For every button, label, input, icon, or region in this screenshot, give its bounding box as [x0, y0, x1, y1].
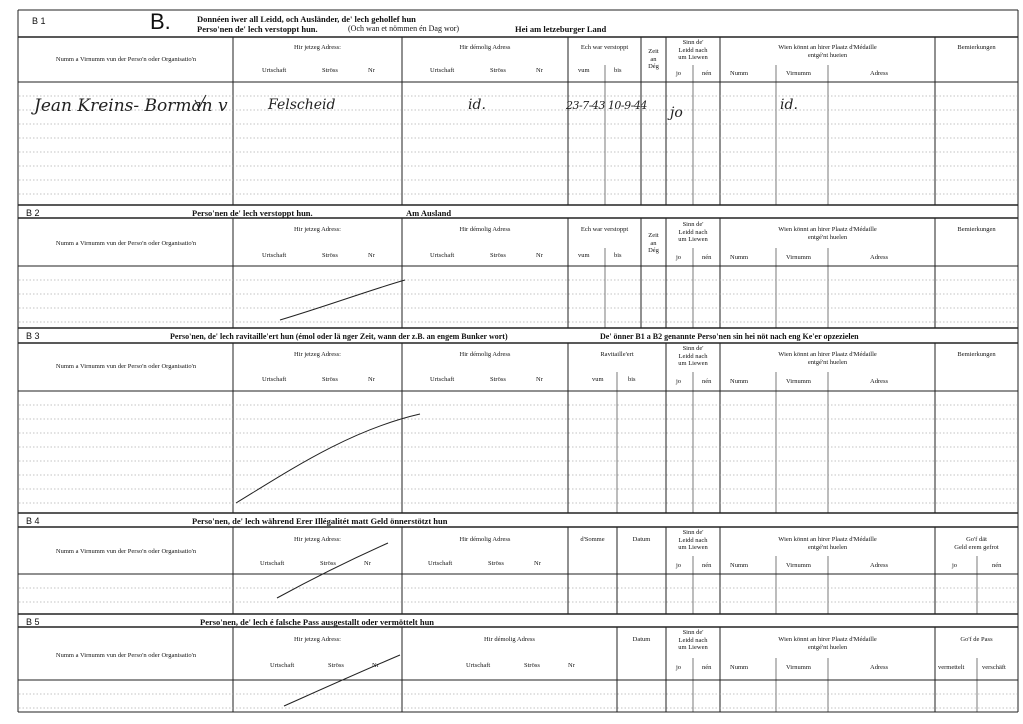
col-nr: Nr — [364, 560, 371, 567]
b1-title-country: Hei am letzeburger Land — [515, 24, 607, 34]
col-yes: jo — [676, 378, 682, 385]
col-street: Ströss — [328, 662, 344, 669]
col-former-address: Hir démolig Adress — [459, 226, 511, 233]
col-hidden: Ech war verstoppt — [580, 44, 629, 51]
col-yes: jo — [676, 664, 682, 671]
col-name: Numm a Virnumm vun der Perso'n oder Organisatio'n — [55, 56, 197, 63]
col-no: nén — [702, 254, 712, 261]
b1-title-line2: Perso'nen de' lech verstoppt hun. — [197, 24, 318, 34]
col-medal: Wien könnt an hirer Plaatz d'Médaille entgé'nt huelen — [778, 351, 877, 366]
col-current-address: Hir jetzeg Adress: — [294, 44, 341, 51]
col-medal: Wien könnt an hirer Plaatz d'Médaille entgé'nt huelen — [778, 636, 877, 651]
col-medal-address: Adress — [870, 378, 889, 385]
col-current-address: Hir jetzeg Adress: — [294, 536, 341, 543]
col-date: Datum — [632, 536, 651, 543]
col-name: Numm a Virnumm vun der Perso'n oder Organisatio'n — [55, 363, 197, 370]
col-medal: Wien könnt an hirer Plaatz d'Médaille entgé'nt huelen — [778, 536, 877, 551]
col-yes: jo — [676, 562, 682, 569]
col-to: bis — [614, 67, 622, 74]
col-nr: Nr — [368, 67, 375, 74]
col-street: Ströss — [322, 252, 338, 259]
col-medal: Wien könnt an hirer Plaatz d'Médaille entgé'nt huelen — [778, 226, 877, 241]
col-nr: Nr — [568, 662, 575, 669]
b3-title: Perso'nen, de' lech ravitaille'ert hun (émol oder lä nger Zeit, wann der z.B. an engem Bunker wort) — [170, 332, 508, 341]
col-name: Numm a Virnumm vun der Perso'n oder Organisatio'n — [55, 652, 197, 659]
col-current-address: Hir jetzeg Adress: — [294, 636, 341, 643]
col-yes: jo — [676, 70, 682, 77]
col-medal-name: Numm — [730, 562, 749, 569]
col-street: Ströss — [320, 560, 336, 567]
col-medal-name: Numm — [730, 378, 749, 385]
b1-title-note: (Och wan et nömmen én Dag wor) — [348, 24, 460, 33]
col-medal-name: Numm — [730, 70, 749, 77]
col-gift-money: Go'f dät Geld erem gefrot — [954, 536, 999, 551]
col-alive: Sinn de' Leidd nach um Liewen — [678, 345, 708, 367]
col-former-address: Hir démolig Adress — [459, 44, 511, 51]
section-b2-label: B 2 — [26, 208, 40, 218]
col-medal-first: Virnumm — [786, 378, 811, 385]
col-place: Urtschaft — [262, 67, 287, 74]
col-alive: Sinn de' Leidd nach um Liewen — [678, 529, 708, 551]
col-from: vum — [592, 376, 604, 383]
col-no: nén — [702, 378, 712, 385]
col-medal-address: Adress — [870, 562, 889, 569]
col-alive: Sinn de' Leidd nach um Liewen — [678, 39, 708, 61]
b2-title: Perso'nen de' lech verstoppt hun. — [192, 208, 313, 218]
col-medal-name: Numm — [730, 254, 749, 261]
col-former-address: Hir démolig Adress — [459, 536, 511, 543]
col-remarks: Bemierkungen — [957, 351, 996, 358]
col-from: vum — [578, 252, 590, 259]
col-no: nén — [702, 562, 712, 569]
col-date: Datum — [632, 636, 651, 643]
col-to: bis — [628, 376, 636, 383]
col-nr: Nr — [534, 560, 541, 567]
form-letter: B. — [150, 9, 171, 34]
col-nr: Nr — [536, 67, 543, 74]
col-medal-address: Adress — [870, 254, 889, 261]
entry-medal: id. — [780, 97, 798, 113]
col-medal-first: Virnumm — [786, 70, 811, 77]
col-to: bis — [614, 252, 622, 259]
col-remarks: Bemierkungen — [957, 226, 996, 233]
col-nr: Nr — [372, 662, 379, 669]
col-former-address: Hir démolig Adress — [484, 636, 535, 643]
col-place: Urtschaft — [262, 376, 287, 383]
b5-title: Perso'nen, de' lech é falsche Pass ausgestallt oder vermöttelt hun — [200, 617, 435, 627]
b1-title-line1: Donnéen iwer all Leidd, och Ausländer, de' lech gehollef hun — [197, 14, 416, 24]
col-place: Urtschaft — [270, 662, 295, 669]
section-b5-label: B 5 — [26, 617, 40, 627]
col-name: Numm a Virnumm vun der Perso'n oder Organisatio'n — [55, 240, 197, 247]
entry-former-address: id. — [468, 97, 486, 113]
col-medal: Wien könnt an hirer Plaatz d'Médaille entgé'nt hueien — [778, 44, 877, 59]
col-street: Ströss — [488, 560, 504, 567]
col-ravitaille: Ravitaille'ert — [600, 351, 634, 358]
col-issued: vermettelt — [938, 664, 965, 671]
col-street: Ströss — [490, 252, 506, 259]
col-nr: Nr — [536, 376, 543, 383]
col-yes: jo — [952, 562, 958, 569]
col-place: Urtschaft — [260, 560, 285, 567]
col-current-address: Hir jetzeg Adress: — [294, 226, 341, 233]
col-nr: Nr — [536, 252, 543, 259]
b3-title-note: De' önner B1 a B2 genannte Perso'nen sin hei nöt nach eng Ke'er opzezielen — [600, 332, 859, 341]
col-procured: verschäft — [982, 664, 1006, 671]
col-street: Ströss — [490, 376, 506, 383]
col-street: Ströss — [490, 67, 506, 74]
col-former-address: Hir démolig Adress — [459, 351, 511, 358]
col-alive: Sinn de' Leidd nach um Liewen — [678, 629, 708, 651]
col-hidden: Ech war verstoppt — [580, 226, 629, 233]
col-medal-address: Adress — [870, 664, 889, 671]
col-yes: jo — [676, 254, 682, 261]
col-no: nén — [992, 562, 1002, 569]
col-medal-first: Virnumm — [786, 562, 811, 569]
col-street: Ströss — [322, 67, 338, 74]
col-street: Ströss — [322, 376, 338, 383]
col-time: Zeit an Dég — [648, 48, 659, 70]
col-place: Urtschaft — [430, 376, 455, 383]
col-medal-address: Adress — [870, 70, 889, 77]
col-medal-first: Virnumm — [786, 254, 811, 261]
col-place: Urtschaft — [262, 252, 287, 259]
col-remarks: Bemierkungen — [957, 44, 996, 51]
col-alive: Sinn de' Leidd nach um Liewen — [678, 221, 708, 243]
col-nr: Nr — [368, 376, 375, 383]
col-place: Urtschaft — [466, 662, 491, 669]
col-nr: Nr — [368, 252, 375, 259]
col-medal-name: Numm — [730, 664, 749, 671]
col-place: Urtschaft — [430, 252, 455, 259]
col-name: Numm a Virnumm vun der Perso'n oder Organisatio'n — [55, 548, 197, 555]
col-place: Urtschaft — [428, 560, 453, 567]
b2-title-abroad: Am Ausland — [406, 208, 452, 218]
b4-title: Perso'nen, de' lech während Erer Illégalitét matt Geld önnerstötzt hun — [192, 516, 448, 526]
section-b3-label: B 3 — [26, 331, 40, 341]
entry-dates: 23-7-43 10-9-44 — [566, 99, 647, 112]
col-place: Urtschaft — [430, 67, 455, 74]
col-street: Ströss — [524, 662, 540, 669]
entry-place: Felscheid — [268, 97, 336, 113]
section-b4-label: B 4 — [26, 516, 40, 526]
col-no: nén — [702, 70, 712, 77]
section-b1-label: B 1 — [32, 16, 46, 26]
entry-name: Jean Kreins- Borman v — [34, 96, 228, 116]
col-time: Zeit an Dég — [648, 232, 659, 254]
col-current-address: Hir jetzeg Adress: — [294, 351, 341, 358]
col-no: nén — [702, 664, 712, 671]
col-medal-first: Virnumm — [786, 664, 811, 671]
col-sum: d'Somme — [580, 536, 605, 543]
col-pass: Go'f de Pass — [960, 636, 993, 643]
col-from: vum — [578, 67, 590, 74]
entry-alive: jo — [670, 105, 683, 121]
